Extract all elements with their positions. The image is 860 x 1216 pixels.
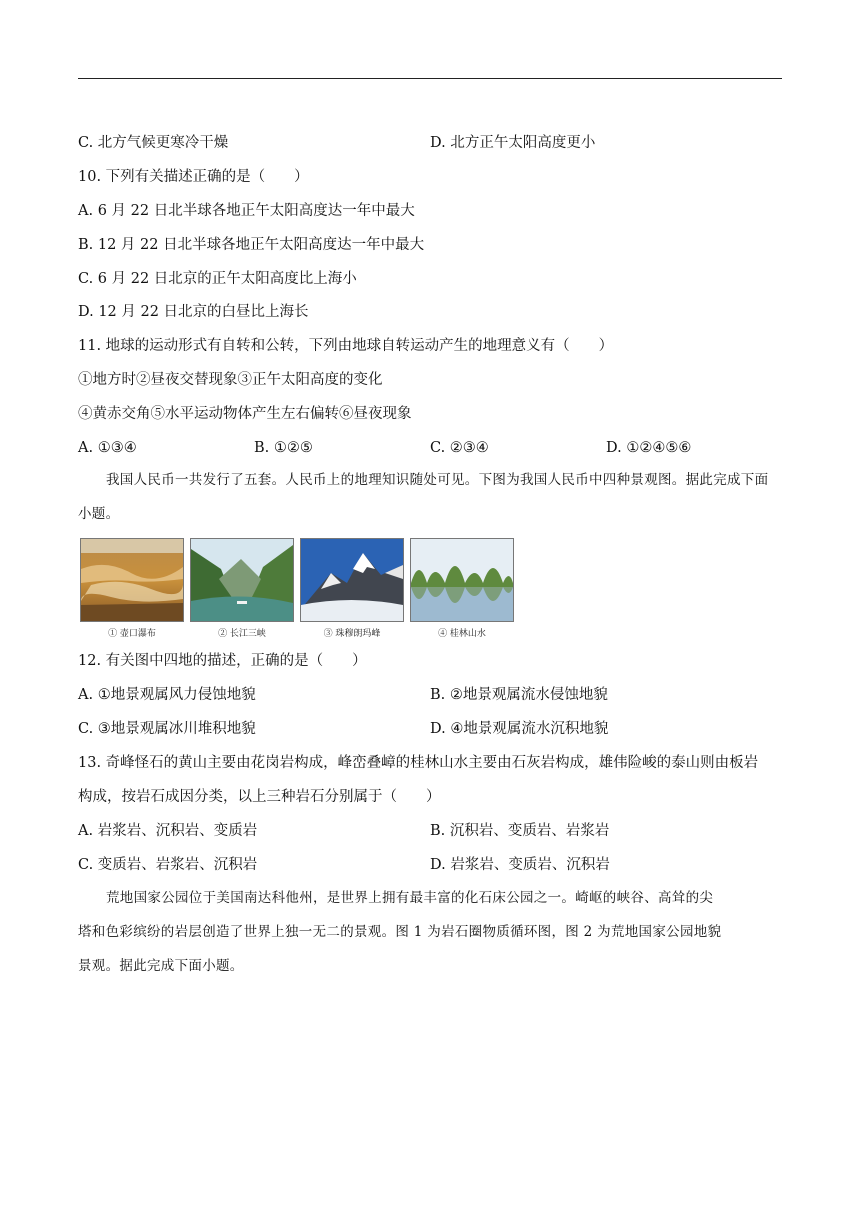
q9-option-d: D. 北方正午太阳高度更小 [430,135,596,151]
q11-option-d: D. ①②④⑤⑥ [606,440,692,456]
photo-caption-3: ③ 珠穆朗玛峰 [323,629,381,639]
gorge-photo [190,538,294,622]
landscape-photo-strip [80,538,512,642]
karst-landscape-photo [410,538,514,622]
q9-option-c: C. 北方气候更寒冷干燥 [78,135,229,151]
q12-option-d: D. ④地景观属流水沉积地貌 [430,721,609,737]
intro-q14-line1: 荒地国家公园位于美国南达科他州，是世界上拥有最丰富的化石床公园之一。崎岖的峡谷、高耸的尖 [106,890,714,906]
q10-option-c: C. 6 月 22 日北京的正午太阳高度比上海小 [78,271,357,287]
q11-items-line1: ①地方时②昼夜交替现象③正午太阳高度的变化 [78,372,383,388]
photo-caption-1: ① 壶口瀑布 [108,629,156,639]
q10-stem: 10. 下列有关描述正确的是（ ） [78,169,309,185]
q12-option-b: B. ②地景观属流水侵蚀地貌 [430,687,608,703]
q12-option-a: A. ①地景观属风力侵蚀地貌 [78,687,256,703]
q13-stem-line1: 13. 奇峰怪石的黄山主要由花岗岩构成，峰峦叠嶂的桂林山水主要由石灰岩构成，雄伟险峻的泰山则由板岩 [78,755,759,771]
intro-q14-line2: 塔和色彩缤纷的岩层创造了世界上独一无二的景观。图 1 为岩石圈物质循环图，图 2 为荒地国家公园地貌 [78,924,722,940]
q11-option-a: A. ①③④ [78,440,137,456]
q10-option-a: A. 6 月 22 日北半球各地正午太阳高度达一年中最大 [78,203,415,219]
photo-caption-4: ④ 桂林山水 [438,629,486,639]
q13-option-d: D. 岩浆岩、变质岩、沉积岩 [430,857,610,873]
q11-items-line2: ④黄赤交角⑤水平运动物体产生左右偏转⑥昼夜现象 [78,406,412,422]
photo-caption-2: ② 长江三峡 [218,629,266,639]
q13-option-c: C. 变质岩、岩浆岩、沉积岩 [78,857,258,873]
q11-option-b: B. ①②⑤ [254,440,313,456]
q10-option-b: B. 12 月 22 日北半球各地正午太阳高度达一年中最大 [78,237,425,253]
mountain-photo [300,538,404,622]
q12-stem: 12. 有关图中四地的描述，正确的是（ ） [78,653,367,669]
intro-paragraph-q12 [78,463,782,531]
q12-option-c: C. ③地景观属冰川堆积地貌 [78,721,256,737]
q13-option-b: B. 沉积岩、变质岩、岩浆岩 [430,823,610,839]
q13-stem-line2: 构成，按岩石成因分类，以上三种岩石分别属于（ ） [78,789,441,805]
intro-q14-line3: 景观。据此完成下面小题。 [78,958,244,974]
q11-stem: 11. 地球的运动形式有自转和公转，下列由地球自转运动产生的地理意义有（ ） [78,338,614,354]
q13-option-a: A. 岩浆岩、沉积岩、变质岩 [78,823,258,839]
header-rule [78,78,782,79]
intro-q12-text: 我国人民币一共发行了五套。人民币上的地理知识随处可见。下图为我国人民币中四种景观图。据此完成下面小题。 [78,472,769,522]
waterfall-photo [80,538,184,622]
q10-option-d: D. 12 月 22 日北京的白昼比上海长 [78,304,309,320]
q11-option-c: C. ②③④ [430,440,489,456]
